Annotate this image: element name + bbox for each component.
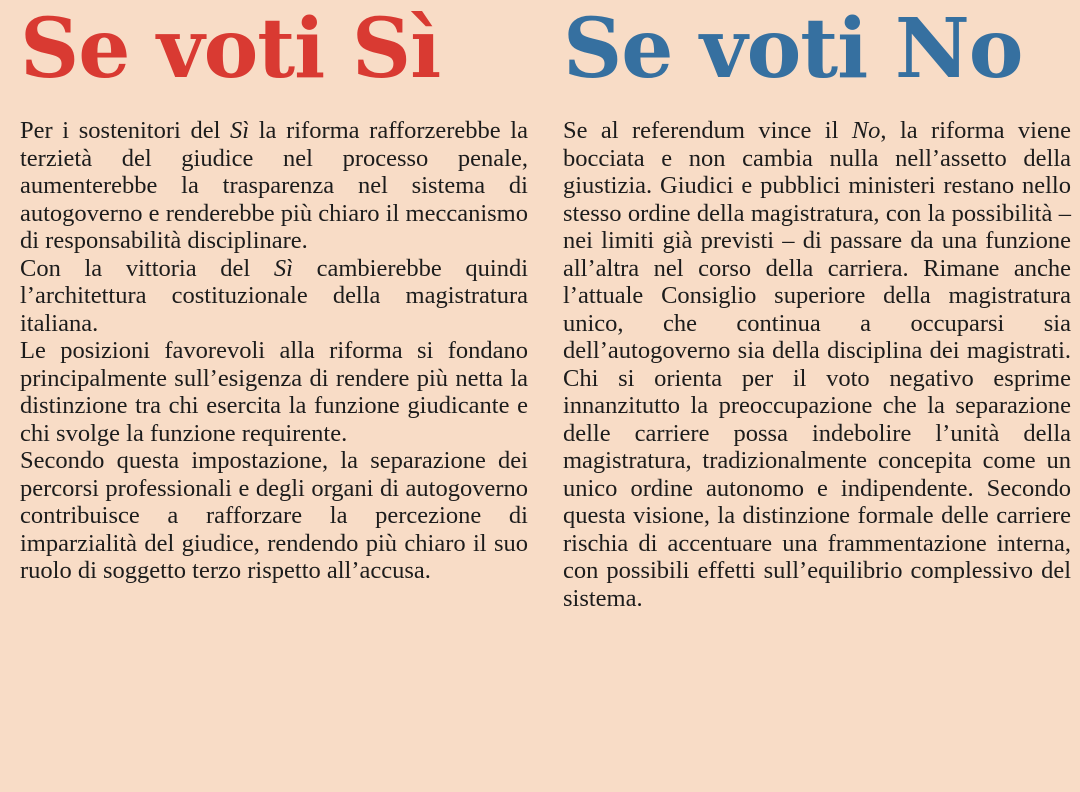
yes-heading: Se voti Sì — [20, 1, 441, 97]
yes-paragraph: Le posizioni favorevoli alla riforma si fondano principalmente sull’esigenza di rendere più netta la distinzione tra chi esercita la funzione giudicante e chi svolge la funzione requirente. — [20, 337, 528, 447]
yes-paragraph: Con la vittoria del Sì cambierebbe quindi l’architettura costituzionale della magistratura italiana. — [20, 254, 528, 337]
no-heading: Se voti No — [563, 1, 1023, 97]
yes-paragraph: Secondo questa impostazione, la separazione dei percorsi professionali e degli organi di autogoverno contribuisce a rafforzare la percezione di imparzialità del giudice, rendendo più chiaro il suo ruolo di soggetto terzo rispetto all’accusa. — [20, 447, 528, 584]
no-paragraph: Se al referendum vince il No, la riforma viene bocciata e non cambia nulla nell’assetto della giustizia. Giudici e pubblici ministeri restano nello stesso ordine della magistratura, con la possibilità – nei limiti già previsti – di passare da una funzione all’altra nel corso della carriera. Rimane anche l’attuale Consiglio superiore della magistratura unico, che continua a occuparsi sia dell’autogoverno sia della disciplina dei magistrati. Chi si orienta per il voto negativo esprime innanzitutto la preoccupazione che la separazione delle carriere possa indebolire l’unità della magistratura, tradizionalmente concepita come un unico ordine autonomo e indipendente. Secondo questa visione, la distinzione formale delle carriere rischia di accentuare una frammentazione interna, con possibili effetti sull’equilibrio complessivo del sistema. — [563, 117, 1071, 612]
no-body — [563, 117, 1071, 612]
yes-column — [20, 0, 528, 585]
yes-paragraph: Per i sostenitori del Sì la riforma rafforzerebbe la terzietà del giudice nel processo penale, aumenterebbe la trasparenza nel sistema di autogoverno e renderebbe più chiaro il meccanismo di responsabilità disciplinare. — [20, 117, 528, 254]
yes-body — [20, 117, 528, 585]
no-column — [563, 0, 1071, 612]
